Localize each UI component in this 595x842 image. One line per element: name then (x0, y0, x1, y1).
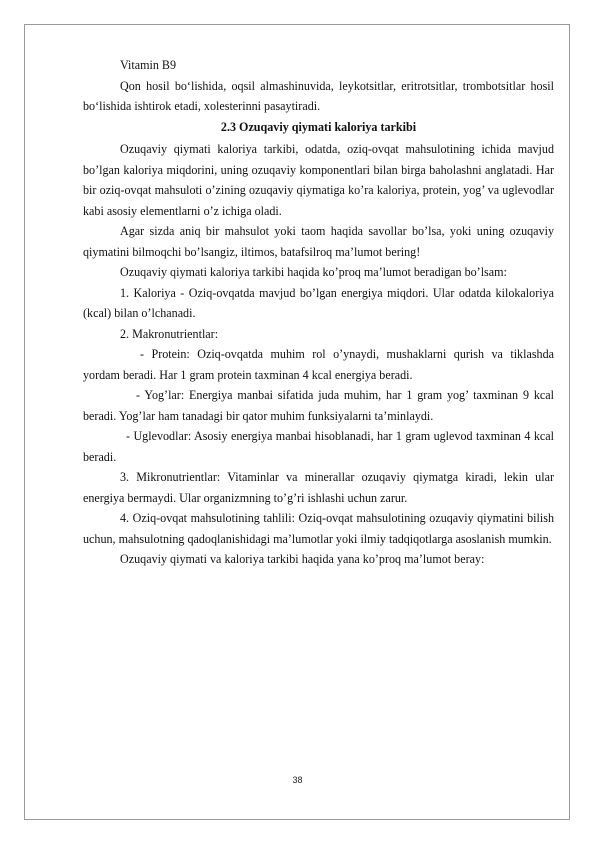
paragraph: Qon hosil bo‘lishida, oqsil almashinuvida, leykotsitlar, eritrotsitlar, trombotsitlar hosil bo‘lishida ishtirok etadi, xolesterinni pasaytiradi. (83, 78, 554, 113)
vitamin-title: Vitamin B9 (120, 58, 177, 72)
section-heading: 2.3 Ozuqaviy qiymati kaloriya tarkibi (220, 119, 417, 134)
sub-list-item: - Protein: Oziq-ovqatda muhim rol o’ynaydi, mushaklarni qurish va tiklashda yordam beradi. Har 1 gram protein taxminan 4 kcal energiya beradi. (83, 347, 554, 382)
list-item: 2. Makronutrientlar: (120, 326, 219, 341)
list-item: 3. Mikronutrientlar: Vitaminlar va minerallar ozuqaviy qiymatga kiradi, lekin ular energiya bermaydi. Ular organizmning to’g’ri ishlashi uchun zarur. (83, 470, 554, 505)
paragraph: Ozuqaviy qiymati kaloriya tarkibi haqida ko’proq ma’lumot beradigan bo’lsam: (120, 265, 507, 279)
page-number: 38 (292, 775, 303, 785)
paragraph: Ozuqaviy qiymati kaloriya tarkibi, odatda, oziq-ovqat mahsulotining ichida mavjud bo’lgan kaloriya miqdorini, uning ozuqaviy komponentlari bilan birga baholashni anglatadi. Har bir oziq-ovqat mahsuloti o’zining ozuqaviy qiymatiga ko’ra kaloriya, protein, yog’ va uglevodlar kabi asosiy elementlarni o’z ichiga oladi. (83, 142, 554, 218)
sub-list-item: - Yog’lar: Energiya manbai sifatida juda muhim, har 1 gram yog’ taxminan 9 kcal beradi. Yog’lar ham tanadagi bir qator muhim funksiyalarni ta’minlaydi. (83, 388, 554, 423)
paragraph: Ozuqaviy qiymati va kaloriya tarkibi haqida yana ko’proq ma’lumot beray: (120, 552, 485, 566)
paragraph: Agar sizda aniq bir mahsulot yoki taom haqida savollar bo’lsa, yoki uning ozuqaviy qiymatini bilmoqchi bo’lsangiz, iltimos, batafsilroq ma’lumot bering! (83, 224, 554, 259)
document-body (83, 55, 554, 570)
list-item: 1. Kaloriya - Oziq-ovqatda mavjud bo’lgan energiya miqdori. Ular odatda kilokaloriya (kcal) bilan o’lchanadi. (83, 285, 554, 320)
list-item: 4. Oziq-ovqat mahsulotining tahlili: Oziq-ovqat mahsulotining ozuqaviy qiymatini bilish uchun, mahsulotning qadoqlanishidagi ma’lumotlar yoki ilmiy tadqiqotlarga asoslanish mumkin. (83, 511, 554, 546)
sub-list-item: - Uglevodlar: Asosiy energiya manbai hisoblanadi, har 1 gram uglevod taxminan 4 kcal beradi. (83, 429, 554, 464)
